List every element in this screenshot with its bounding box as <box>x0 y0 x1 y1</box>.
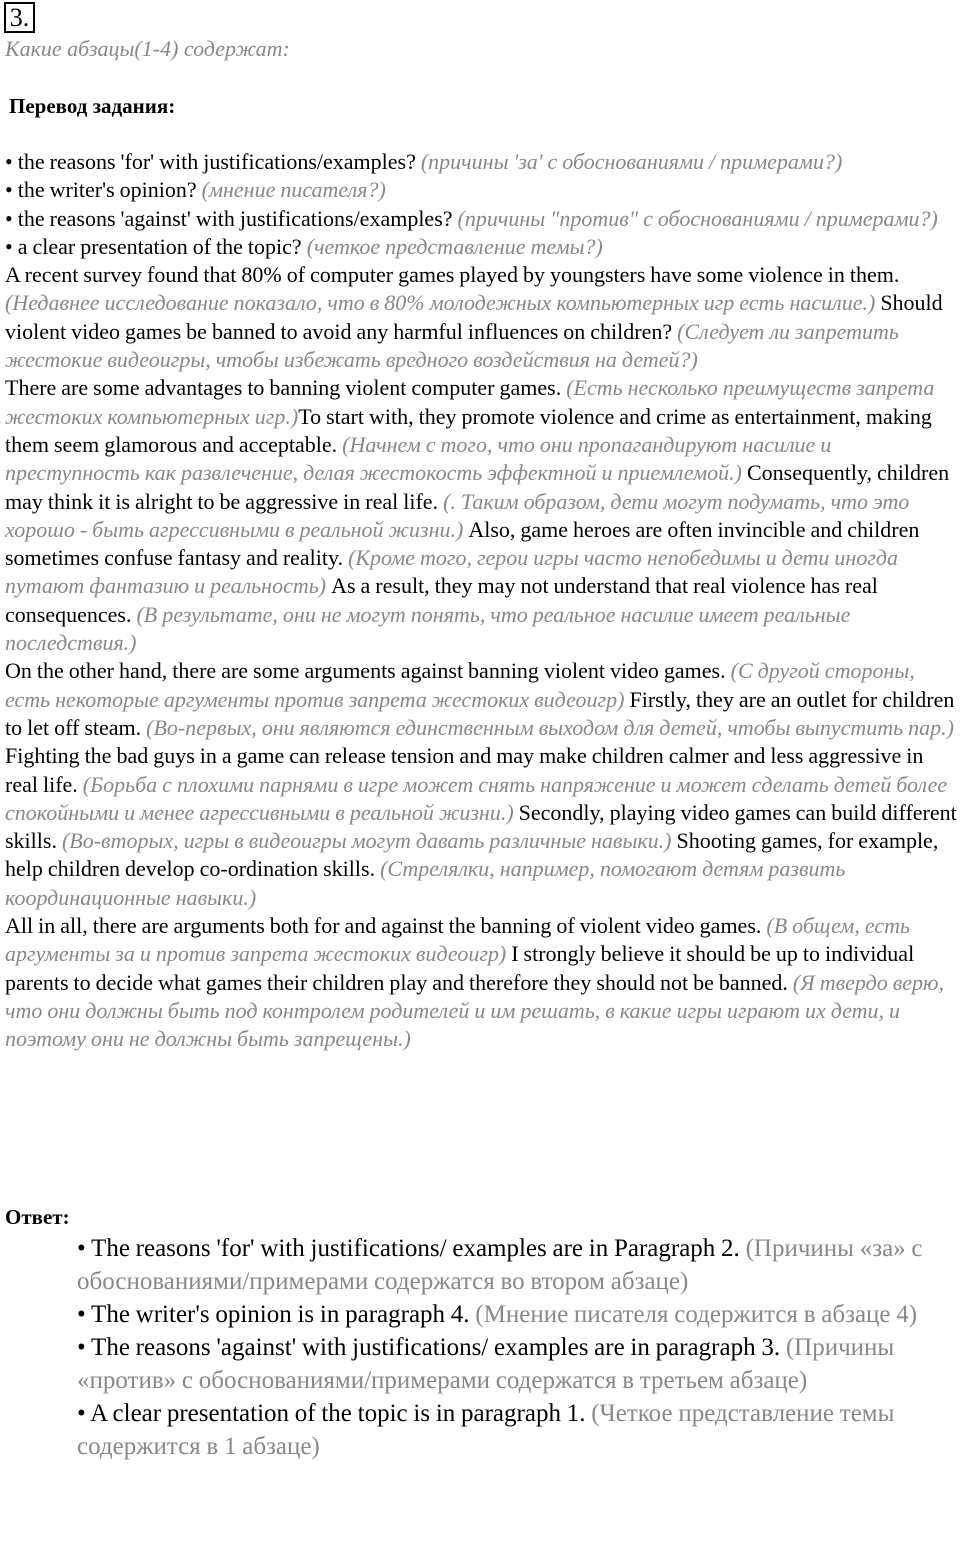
answer-ru: (Причины «против» с обоснованиями/примерами содержатся в третьем абзаце) <box>77 1334 895 1394</box>
question-en: • the writer's opinion? <box>5 177 202 203</box>
sentence-en: Consequently, children may think it is alright to be aggressive in real life. <box>5 460 950 514</box>
sentence-ru: (Во-первых, они являются единственным выходом для детей, чтобы выпустить пар.) <box>146 714 954 740</box>
paragraph-2 <box>5 374 960 657</box>
answer-item <box>77 1298 960 1331</box>
question-item <box>5 148 960 176</box>
sentence-en: I strongly believe it should be up to individual parents to decide what games their children play and therefore they should not be banned. <box>5 941 915 995</box>
question-en: • the reasons 'for' with justifications/examples? <box>5 149 421 174</box>
answer-list <box>77 1232 960 1463</box>
question-item <box>5 176 960 204</box>
question-item <box>5 205 960 233</box>
sentence-en: Fighting the bad guys in a game can release tension and may make children calmer and less aggressive in real life. <box>5 743 924 797</box>
question-ru: (четкое представление темы?) <box>306 233 603 259</box>
paragraph-3 <box>5 657 960 912</box>
sentence-en: Secondly, playing video games can build different skills. <box>5 799 957 854</box>
sentence-ru: (Борьба с плохими парнями в игре может снять напряжение и может сделать детей более спокойными и менее агрессивными в реальной жизни.) <box>5 771 948 825</box>
task-translation-heading: Перевод задания: <box>9 94 176 118</box>
answer-ru: (Причины «за» с обоснованиями/примерами содержатся во втором абзаце) <box>77 1235 923 1295</box>
question-ru: (мнение писателя?) <box>201 177 386 203</box>
sentence-en: Should violent video games be banned to avoid any harmful influences on children? <box>5 290 943 344</box>
answer-item <box>77 1232 960 1298</box>
sentence-ru: (В общем, есть аргументы за и против запрета жестоких видеоигр) <box>5 913 910 967</box>
sentence-en: All in all, there are arguments both for and against the banning of violent video games. <box>5 913 767 939</box>
sentence-ru: (Недавнее исследование показало, что в 80% молодежных компьютерных игр есть насилие.) <box>5 290 881 316</box>
task-body <box>5 148 960 1054</box>
answer-item <box>77 1397 960 1463</box>
sentence-ru: (. Таким образом, дети могут подумать, что это хорошо - быть агрессивными в реальной жизни.) <box>5 488 910 542</box>
task-number: 3. <box>4 2 35 33</box>
sentence-ru: (Кроме того, герои игры часто непобедимы и дети иногда путают фантазию и реальность) <box>5 545 899 599</box>
answer-en: • The reasons 'against' with justifications/ examples are in paragraph 3. <box>77 1334 786 1361</box>
question-en: • a clear presentation of the topic? <box>5 233 307 259</box>
sentence-ru: (Есть несколько преимуществ запрета жестоких компьютерных игр.) <box>5 375 935 429</box>
sentence-en: As a result, they may not understand that real violence has real consequences. <box>5 573 878 627</box>
answer-en: • The writer's opinion is in paragraph 4. <box>77 1301 476 1328</box>
sentence-ru: (Следует ли запретить жестокие видеоигры, чтобы избежать вредного воздействия на детей?) <box>5 318 899 373</box>
sentence-ru: (Начнем с того, что они пропагандируют насилие и преступность как развлечение, делая жестокость эффектной и приемлемой.) <box>5 431 832 486</box>
sentence-en: Also, game heroes are often invincible and children sometimes confuse fantasy and reality. <box>5 516 920 571</box>
sentence-en: There are some advantages to banning violent computer games. <box>5 375 567 401</box>
sentence-en: To start with, they promote violence and crime as entertainment, making them seem glamorous and acceptable. <box>5 403 932 457</box>
sentence-en: A recent survey found that 80% of computer games played by youngsters have some violence in them. <box>5 262 900 288</box>
sentence-ru: (Стрелялки, например, помогают детям развить координационные навыки.) <box>5 856 846 910</box>
paragraph-1 <box>5 261 960 374</box>
sentence-en: Firstly, they are an outlet for children to let off steam. <box>5 686 955 740</box>
sentence-en: On the other hand, there are some arguments against banning violent video games. <box>5 658 731 684</box>
answer-item <box>77 1331 960 1397</box>
answer-en: • A clear presentation of the topic is in paragraph 1. <box>77 1400 592 1427</box>
answer-ru: (Четкое представление темы содержится в 1 абзаце) <box>77 1400 895 1460</box>
question-ru: (причины "против" с обоснованиями / примерами?) <box>457 205 938 231</box>
paragraph-4 <box>5 912 960 1053</box>
answer-label: Ответ: <box>5 1205 70 1229</box>
question-en: • the reasons 'against' with justifications/examples? <box>5 205 458 231</box>
sentence-ru: (С другой стороны, есть некоторые аргументы против запрета жестоких видеоигр) <box>5 658 915 712</box>
question-item <box>5 233 960 261</box>
task-lead: Какие абзацы(1-4) содержат: <box>5 36 290 61</box>
answer-ru: (Мнение писателя содержится в абзаце 4) <box>475 1301 918 1328</box>
sentence-ru: (Во-вторых, игры в видеоигры могут давать различные навыки.) <box>61 828 677 854</box>
question-ru: (причины 'за' с обоснованиями / примерами?) <box>420 149 843 174</box>
sentence-en: Shooting games, for example, help children develop co-ordination skills. <box>5 828 939 882</box>
sentence-ru: (В результате, они не могут понять, что реальное насилие имеет реальные последствия.) <box>5 601 851 656</box>
sentence-ru: (Я твердо верю, что они должны быть под контролем родителей и им решать, в какие игры играют их дети, и поэтому они не должны быть запрещены.) <box>5 969 945 1052</box>
answer-en: • The reasons 'for' with justifications/ examples are in Paragraph 2. <box>77 1235 746 1262</box>
